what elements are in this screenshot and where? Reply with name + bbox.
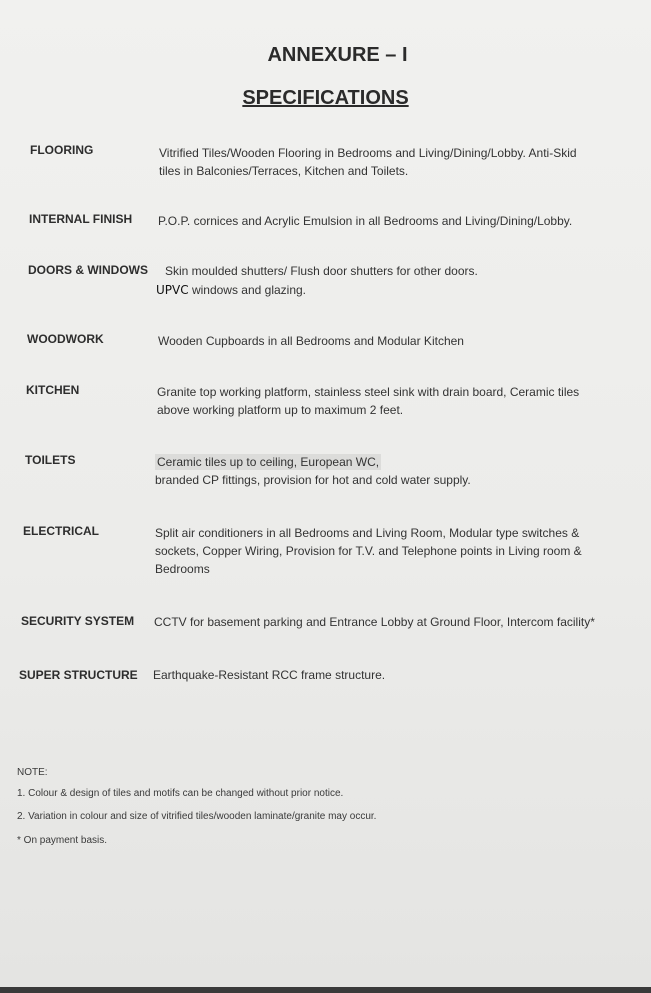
note-item-1: 1. Colour & design of tiles and motifs can be changed without prior notice. [17,788,344,799]
security-line-1: CCTV for basement parking and Entrance Lobby at Ground Floor, Intercom facility* [154,615,595,629]
flooring-line-2: tiles in Balconies/Terraces, Kitchen and Toilets. [159,164,409,178]
doors-windows-line-1: Skin moulded shutters/ Flush door shutters for other doors. [165,264,478,278]
electrical-line-2: sockets, Copper Wiring, Provision for T.V. and Telephone points in Living room & [155,544,582,558]
kitchen-line-2: above working platform up to maximum 2 feet. [157,403,404,417]
electrical-line-1: Split air conditioners in all Bedrooms and Living Room, Modular type switches & [155,526,580,540]
security-system-label: SECURITY SYSTEM [21,614,135,628]
kitchen-text [157,383,637,419]
electrical-line-3: Bedrooms [155,562,210,576]
super-structure-label: SUPER STRUCTURE [19,668,138,682]
toilets-highlighted-text: Ceramic tiles up to ceiling, European WC, [157,455,380,469]
toilets-label: TOILETS [25,453,76,467]
electrical-label: ELECTRICAL [23,524,99,538]
annexure-heading: ANNEXURE – I [267,44,408,66]
toilets-line-2: branded CP fittings, provision for hot and cold water supply. [155,473,471,487]
internal-finish-line-1: P.O.P. cornices and Acrylic Emulsion in all Bedrooms and Living/Dining/Lobby. [158,214,573,228]
note-item-3: * On payment basis. [17,835,108,846]
electrical-text [155,524,635,578]
flooring-label: FLOORING [30,143,94,157]
flooring-line-1: Vitrified Tiles/Wooden Flooring in Bedrooms and Living/Dining/Lobby. Anti-Skid [159,146,577,160]
doors-windows-line-2 [156,281,626,299]
upvc-text: UPVC [156,283,189,297]
doors-windows-label: DOORS & WINDOWS [28,263,148,277]
specifications-title: SPECIFICATIONS [242,87,409,109]
note-heading: NOTE: [17,767,48,778]
internal-finish-text [158,212,638,230]
windows-glazing-text: windows and glazing. [188,283,307,297]
woodwork-line-1: Wooden Cupboards in all Bedrooms and Modular Kitchen [158,334,464,348]
woodwork-label: WOODWORK [27,332,104,346]
internal-finish-label: INTERNAL FINISH [29,212,133,226]
toilets-line-1 [155,453,635,471]
note-item-2: 2. Variation in colour and size of vitrified tiles/wooden laminate/granite may occur. [17,811,377,822]
super-structure-line-1: Earthquake-Resistant RCC frame structure. [153,668,386,682]
kitchen-label: KITCHEN [26,383,80,397]
toilets-text [155,453,635,489]
kitchen-line-1: Granite top working platform, stainless steel sink with drain board, Ceramic tiles [157,385,580,399]
flooring-text [159,144,639,180]
